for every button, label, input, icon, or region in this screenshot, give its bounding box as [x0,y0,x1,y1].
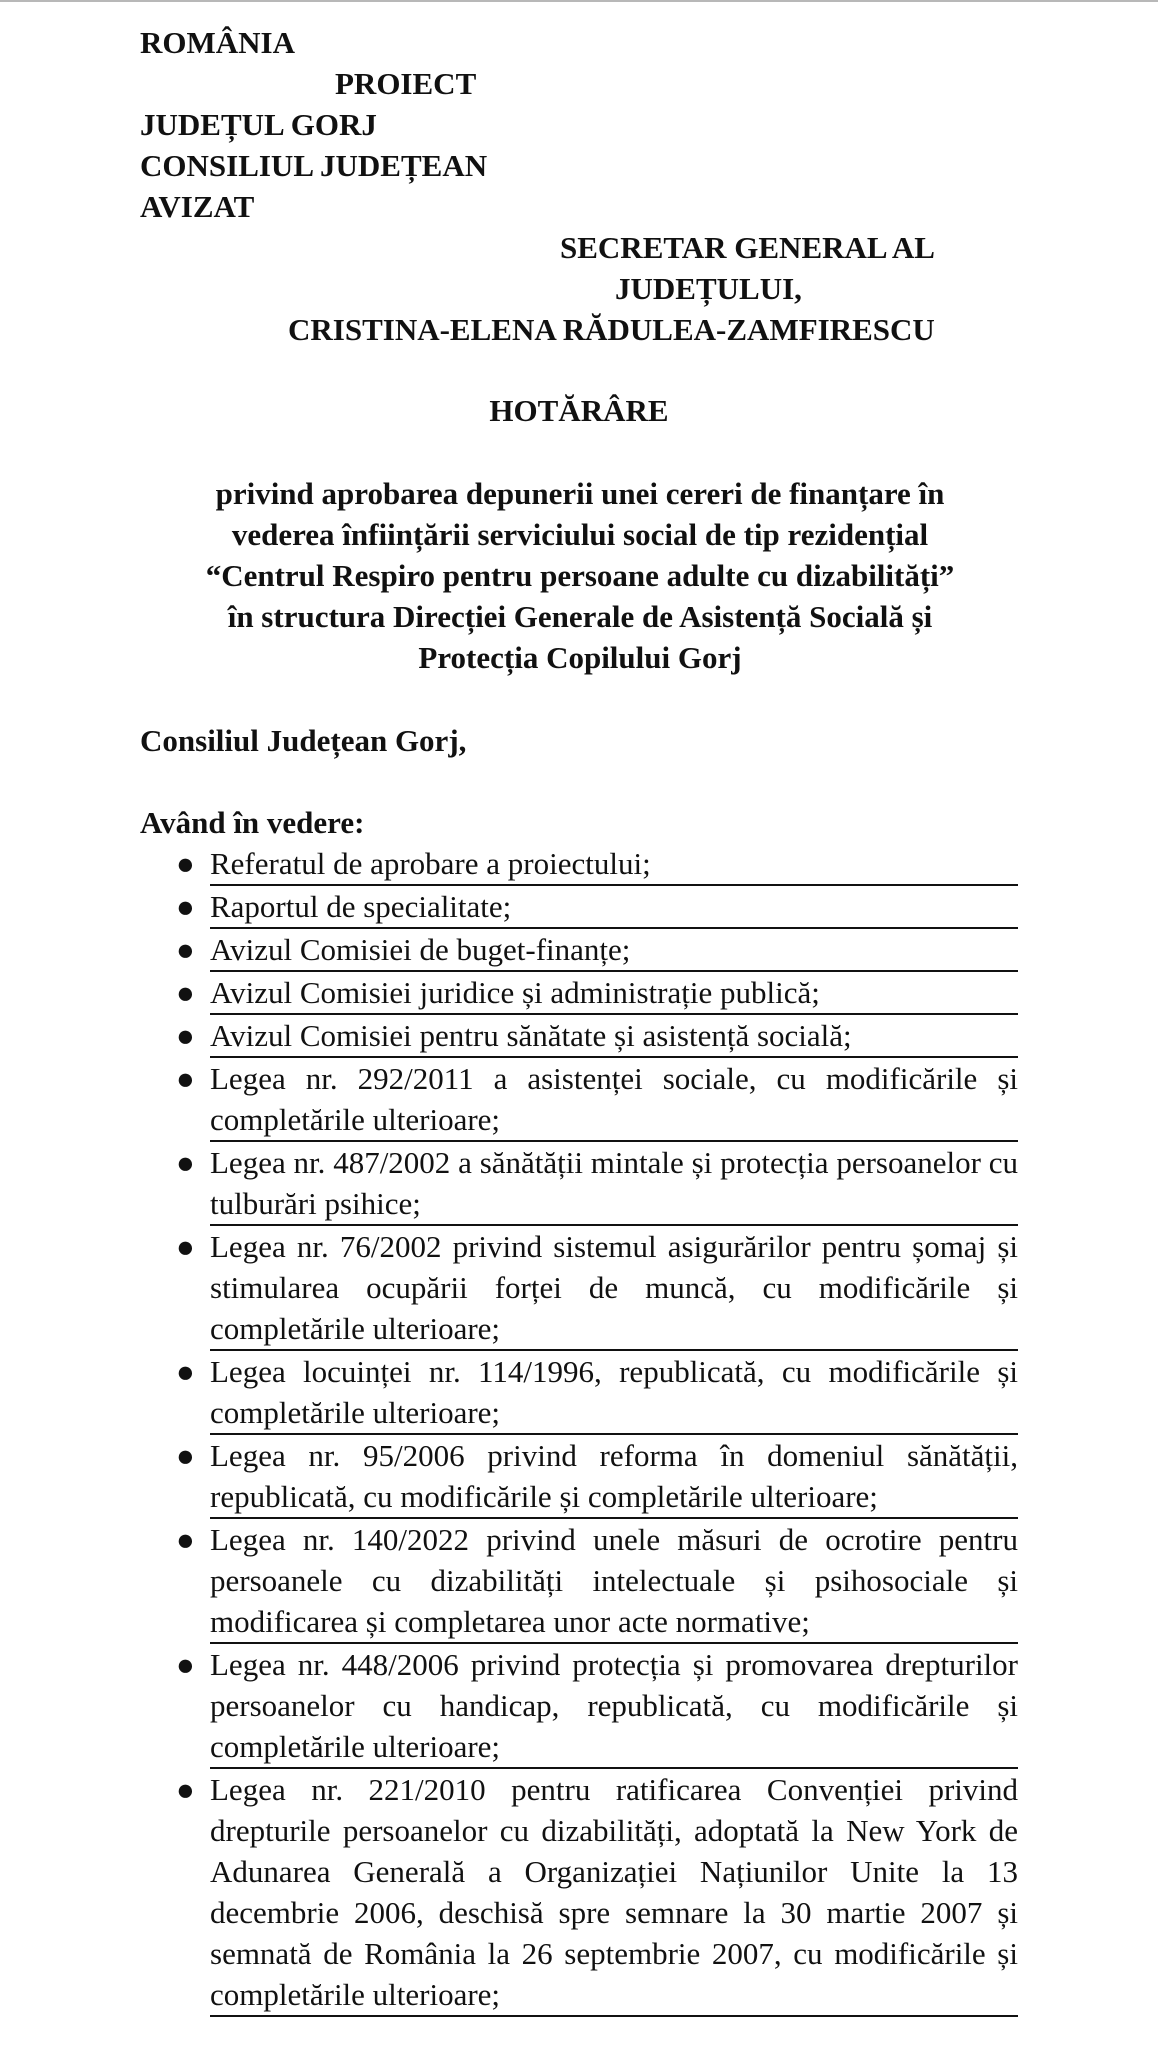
list-item [170,1644,1018,1769]
list-item-text: Referatul de aprobare a proiectului; [210,843,1018,886]
list-item-text: Avizul Comisiei juridice și administrație publică; [210,972,1018,1015]
header-endorsed: AVIZAT [140,189,255,224]
bullet-icon: ● [176,975,195,1010]
list-item-text: Avizul Comisiei pentru sănătate și asistență socială; [210,1015,1018,1058]
council-line: Consiliul Județean Gorj, [140,723,467,758]
list-item [170,1769,1018,2017]
bullet-icon: ● [176,1354,195,1389]
bullet-icon: ● [176,889,195,924]
considerations-list [170,843,1018,2017]
list-item-text: Legea nr. 448/2006 privind protecția și promovarea drepturilor persoanelor cu handicap, republicată, cu modificările și completările ulterioare; [210,1644,1018,1769]
bullet-icon: ● [176,1229,195,1264]
bullet-icon: ● [176,1647,195,1682]
list-item-text: Legea nr. 487/2002 a sănătății mintale și protecția persoanelor cu tulburări psihice; [210,1142,1018,1226]
secretary-name: CRISTINA-ELENA RĂDULEA-ZAMFIRESCU [288,312,935,347]
bullet-icon: ● [176,1772,195,1807]
list-item [170,929,1018,972]
subject-line: “Centrul Respiro pentru persoane adulte cu dizabilități” [205,558,955,593]
list-item-text: Raportul de specialitate; [210,886,1018,929]
page-top-border [0,0,1158,2]
header-project-label: PROIECT [335,66,477,101]
list-item-text: Avizul Comisiei de buget-finanțe; [210,929,1018,972]
list-item [170,886,1018,929]
list-item-text: Legea locuinței nr. 114/1996, republicată, cu modificările și completările ulterioare; [210,1351,1018,1435]
subject-line: vederea înființării serviciului social de tip rezidențial [231,517,929,552]
list-item-text: Legea nr. 292/2011 a asistenței sociale, cu modificările și completările ulterioare; [210,1058,1018,1142]
bullet-icon: ● [176,932,195,967]
secretary-title-line1: SECRETAR GENERAL AL [560,230,935,265]
list-item [170,972,1018,1015]
subject-line: privind aprobarea depunerii unei cereri de finanțare în [215,476,945,511]
list-item-text: Legea nr. 76/2002 privind sistemul asigurărilor pentru șomaj și stimularea ocupării forței de muncă, cu modificările și completările ulterioare; [210,1226,1018,1351]
considering-label: Având în vedere: [140,805,365,840]
list-item [170,1351,1018,1435]
list-item [170,1435,1018,1519]
list-item [170,1142,1018,1226]
subject-line: în structura Direcției Generale de Asistență Socială și [227,599,933,634]
list-item [170,1058,1018,1142]
list-item [170,1519,1018,1644]
subject-line: Protecția Copilului Gorj [418,640,742,675]
bullet-icon: ● [176,1522,195,1557]
list-item-text: Legea nr. 221/2010 pentru ratificarea Convenției privind drepturile persoanelor cu dizabilități, adoptată la New York de Adunarea Generală a Organizației Națiunilor Unite la 13 decembrie 2006, deschisă spre semnare la 30 martie 2007 și semnată de România la 26 septembrie 2007, cu modificările și completările ulterioare; [210,1769,1018,2017]
header-county: JUDEȚUL GORJ [140,107,377,142]
bullet-icon: ● [176,1438,195,1473]
list-item-text: Legea nr. 95/2006 privind reforma în domeniul sănătății, republicată, cu modificările și completările ulterioare; [210,1435,1018,1519]
list-item-text: Legea nr. 140/2022 privind unele măsuri de ocrotire pentru persoanele cu dizabilități intelectuale și psihosociale și modificarea și completarea unor acte normative; [210,1519,1018,1644]
bullet-icon: ● [176,1061,195,1096]
secretary-title-line2: JUDEȚULUI, [615,271,802,306]
header-council: CONSILIUL JUDEȚEAN [140,148,488,183]
bullet-icon: ● [176,1018,195,1053]
list-item [170,1226,1018,1351]
header-country: ROMÂNIA [140,25,295,60]
list-item [170,1015,1018,1058]
document-subject [140,473,1020,678]
bullet-icon: ● [176,846,195,881]
document-title: HOTĂRÂRE [489,393,669,428]
list-item [170,843,1018,886]
bullet-icon: ● [176,1145,195,1180]
